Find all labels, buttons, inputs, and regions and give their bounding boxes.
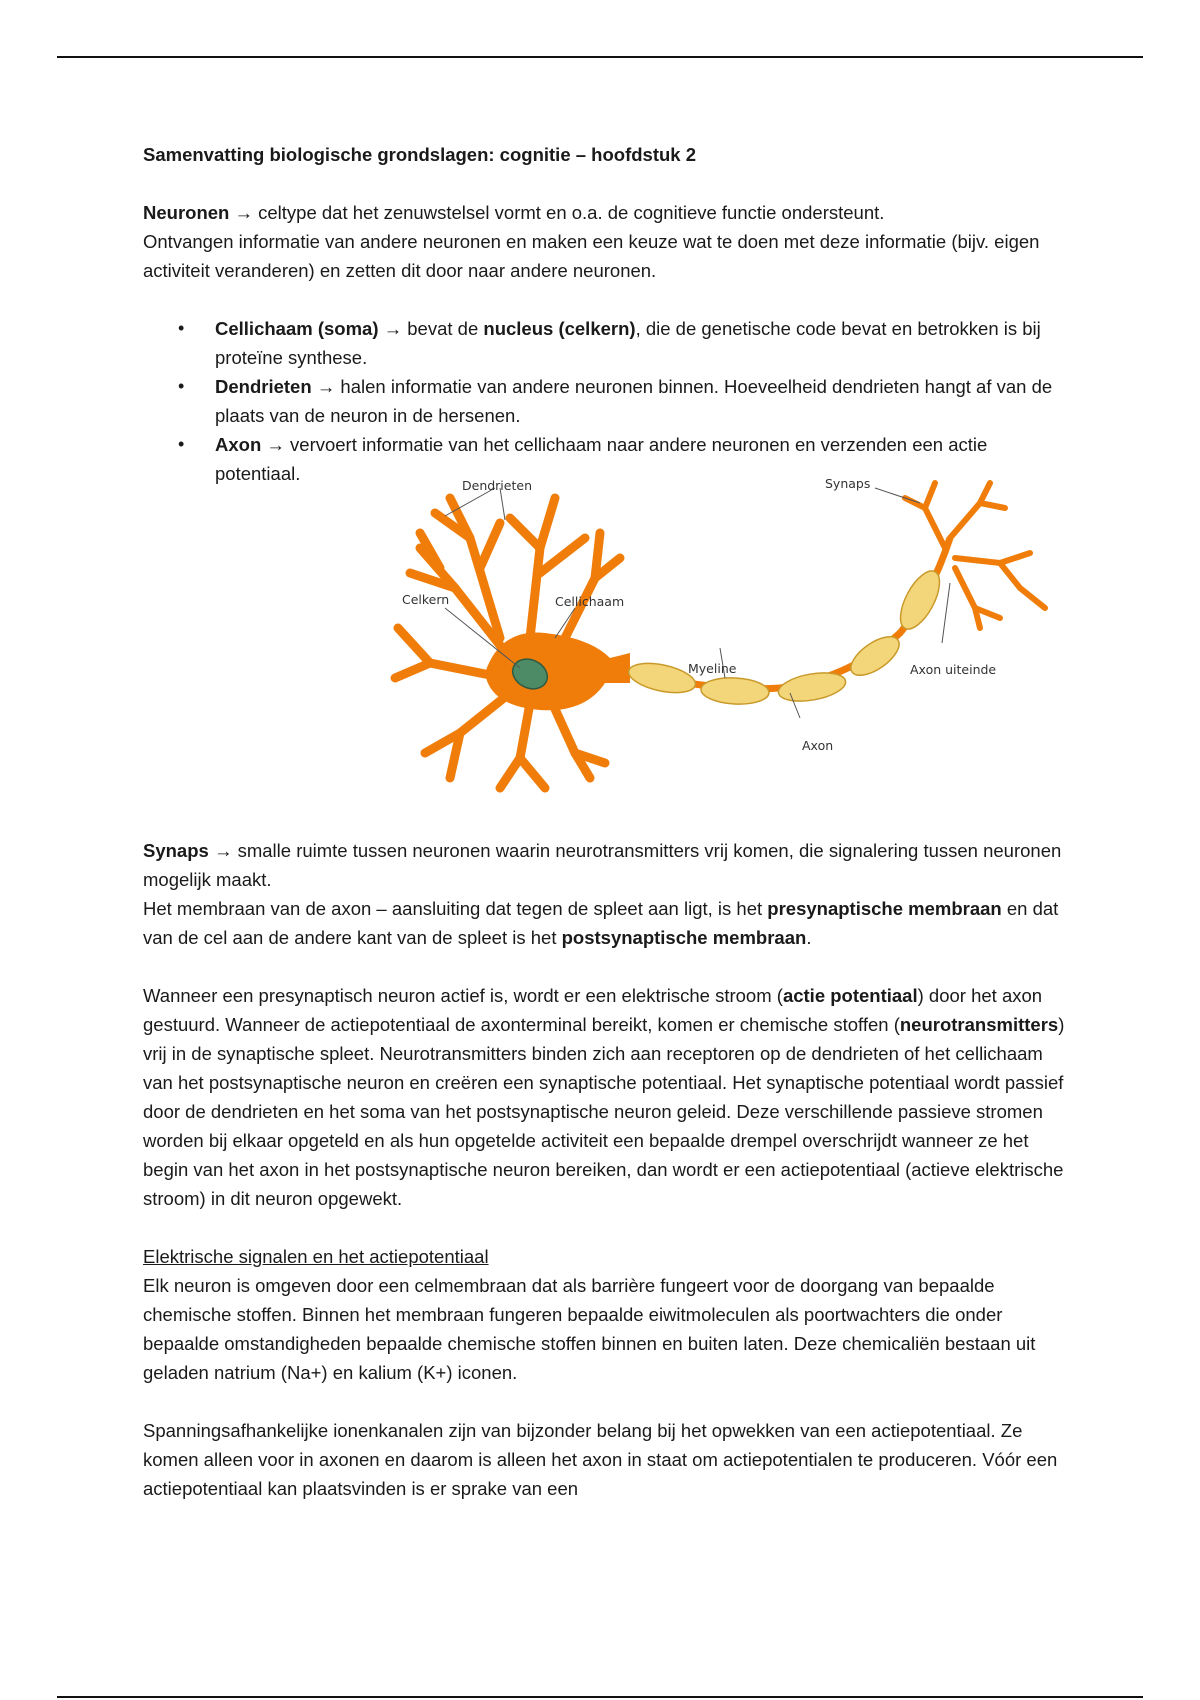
synaps-text: smalle ruimte tussen neuronen waarin neurotransmitters vrij komen, die signalering tussen neuronen mogelijk maakt. <box>143 840 1062 890</box>
label-dendrieten: Dendrieten <box>462 478 532 493</box>
ap-bold1: actie potentiaal <box>782 985 918 1006</box>
neuron-diagram <box>380 478 1080 798</box>
bottom-rule <box>57 1696 1143 1698</box>
label-axon-uiteinde: Axon uiteinde <box>910 662 997 677</box>
neuronen-line1: celtype dat het zenuwstelsel vormt en o.a. de cognitieve functie ondersteunt. <box>252 202 885 223</box>
neuronen-term: Neuronen <box>143 202 230 223</box>
list-item-cellichaam <box>215 314 1073 372</box>
top-rule <box>57 56 1143 58</box>
cellichaam-term: Cellichaam (soma) <box>215 318 379 339</box>
document-body <box>143 140 1073 1503</box>
synaps-line2-mid: en dat van de cel aan de andere kant van de spleet is het <box>143 898 1059 948</box>
section-heading: Elektrische signalen en het actiepotentiaal <box>143 1246 489 1267</box>
nucleus-term: nucleus (celkern) <box>483 318 636 339</box>
section-paragraph-1: Elk neuron is omgeven door een celmembraan dat als barrière fungeert voor de doorgang van bepaalde chemische stoffen. Binnen het membraan fungeren bepaalde eiwitmoleculen als poortwachters die onder bepaalde omstandigheden bepaalde chemische stoffen binnen en buiten laten. Deze chemicaliën bestaan uit geladen natrium (Na+) en kalium (K+) iconen. <box>143 1275 1036 1383</box>
neuronen-line2: Ontvangen informatie van andere neuronen en maken een keuze wat te doen met deze informatie (bijv. eigen activiteit veranderen) en zetten dit door naar andere neuronen. <box>143 231 1040 281</box>
soma-shape <box>485 633 630 711</box>
synaps-paragraph <box>143 836 1073 952</box>
axon-text: vervoert informatie van het cellichaam naar andere neuronen en verzenden een actie potentiaal. <box>215 434 988 484</box>
label-myeline: Myeline <box>688 661 737 676</box>
document-title: Samenvatting biologische grondslagen: cognitie – hoofdstuk 2 <box>143 144 697 165</box>
ap-bold2: neurotransmitters <box>899 1014 1059 1035</box>
dendrieten-text: halen informatie van andere neuronen binnen. Hoeveelheid dendrieten hangt af van de plaats van de neuron in de hersenen. <box>215 376 1053 426</box>
arrow-glyph: → <box>234 202 253 223</box>
label-synaps: Synaps <box>825 478 871 491</box>
label-axon: Axon <box>802 738 834 753</box>
axon-term: Axon <box>215 434 262 455</box>
arrow-glyph: → <box>213 840 233 861</box>
presynaptic-term: presynaptische membraan <box>767 898 1002 919</box>
synaps-line2-end: . <box>806 927 812 948</box>
neuronen-paragraph <box>143 198 1073 285</box>
cellichaam-post: , die de genetische code bevat en betrokken is bij proteïne synthese. <box>215 318 1041 368</box>
arrow-glyph: → <box>266 434 285 455</box>
cellichaam-pre: bevat de <box>402 318 484 339</box>
ap-part3: ) vrij in de synaptische spleet. Neurotransmitters binden zich aan receptoren op de dendrieten of het cellichaam van het postsynaptische neuron en creëren een synaptische potentiaal. Het synaptische potentiaal wordt passief door de dendrieten en het soma van het postsynaptische neuron geleid. Deze verschillende passieve stromen worden bij elkaar opgeteld en als hun opgetelde activiteit een bepaalde drempel overschrijdt wanneer ze het begin van het axon in het postsynaptische neuron bereiken, dan wordt er een actiepotentiaal (actieve elektrische stroom) in dit neuron opgewekt. <box>143 1014 1065 1209</box>
arrow-glyph: → <box>383 318 403 339</box>
arrow-glyph: → <box>316 376 336 397</box>
synaps-term: Synaps <box>143 840 209 861</box>
label-celkern: Celkern <box>402 592 450 607</box>
ap-part1: Wanneer een presynaptisch neuron actief is, wordt er een elektrische stroom ( <box>143 985 783 1006</box>
neuron-illustration <box>380 478 1080 798</box>
action-potential-paragraph <box>143 981 1073 1213</box>
neuron-parts-list <box>143 314 1073 488</box>
list-item-dendrieten <box>215 372 1073 430</box>
dendrieten-term: Dendrieten <box>215 376 312 397</box>
synaps-line2-pre: Het membraan van de axon – aansluiting dat tegen de spleet aan ligt, is het <box>143 898 768 919</box>
label-cellichaam: Cellichaam <box>555 594 625 609</box>
section-paragraph-2: Spanningsafhankelijke ionenkanalen zijn van bijzonder belang bij het opwekken van een actiepotentiaal. Ze komen alleen voor in axonen en daarom is alleen het axon in staat om actiepotentialen te produceren. Vóór een actiepotentiaal kan plaatsvinden is er sprake van een <box>143 1420 1058 1499</box>
ap-part2: ) door het axon gestuurd. Wanneer de actiepotentiaal de axonterminal bereikt, komen er chemische stoffen ( <box>143 985 1043 1035</box>
postsynaptic-term: postsynaptische membraan <box>561 927 807 948</box>
